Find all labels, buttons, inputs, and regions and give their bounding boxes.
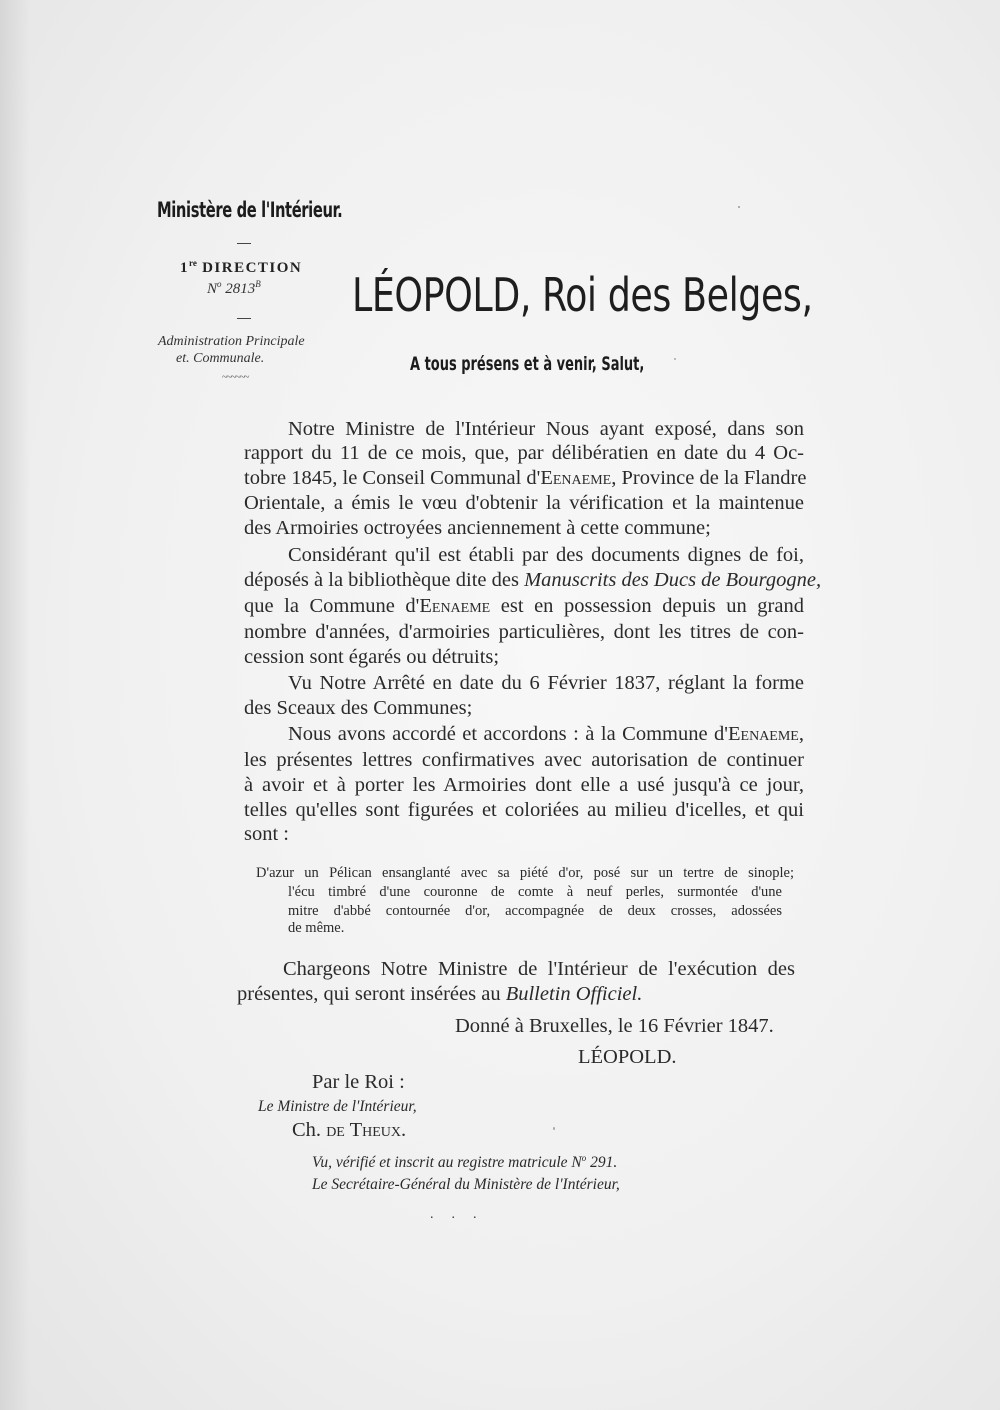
commune-name: Eenaeme (728, 723, 799, 745)
king-signature: LÉOPOLD. (578, 1046, 677, 1068)
body-text: , (798, 723, 804, 745)
page-edge-shadow (0, 0, 30, 1410)
manuscripts-title: Manuscrits des Ducs de Bourgogne, (524, 569, 822, 591)
registry-text: Vu, vérifié et inscrit au registre matricule N (312, 1154, 582, 1172)
numero-value: 2813 (221, 281, 256, 297)
ministry-heading: Ministère de l'Intérieur. (157, 198, 343, 222)
administration-line-1: Administration Principale (158, 334, 305, 349)
body-line (237, 982, 797, 1006)
king-title: LÉOPOLD, Roi des Belges, (352, 268, 813, 322)
body-text: que la Commune d' (244, 595, 420, 617)
arms-description-line: D'azur un Pélican ensanglanté avec sa piété d'or, posé sur un tertre de sinople; (256, 865, 794, 881)
direction-ordinal: re (189, 258, 197, 268)
body-line: Considérant qu'il est établi par des documents dignes de foi, (288, 544, 804, 566)
body-line: des Armoiries octroyées anciennement à cette commune; (244, 517, 711, 539)
body-line: des Sceaux des Communes; (244, 697, 473, 719)
salutation: A tous présens et à venir, Salut, (410, 353, 645, 375)
commune-name: Eenaeme (540, 467, 612, 489)
commune-name: Eenaeme (419, 595, 491, 617)
paper-speck (738, 206, 740, 208)
body-line: Notre Ministre de l'Intérieur Nous ayant exposé, dans son (288, 418, 804, 440)
body-line: Orientale, a émis le vœu d'obtenir la vérification et la maintenue (244, 492, 804, 514)
body-text: présentes, qui seront insérées au (237, 983, 506, 1005)
body-text: Nous avons accordé et accordons : à la Commune d' (288, 723, 729, 745)
minister-initial: Ch. (292, 1119, 322, 1141)
minister-surname: Theux. (349, 1119, 407, 1141)
body-line: telles qu'elles sont figurées et coloriées au milieu d'icelles, et qui (244, 799, 804, 821)
body-line: Vu Notre Arrêté en date du 6 Février 1837, réglant la forme (288, 672, 804, 694)
body-text: déposés à la bibliothèque dite des (244, 569, 525, 591)
body-line: nombre d'années, d'armoiries particulières, dont les titres de con- (244, 621, 804, 643)
body-line (244, 594, 804, 618)
arms-description-line: mitre d'abbé contournée d'or, accompagnée de deux crosses, adossées (288, 903, 782, 919)
body-line: sont : (244, 823, 289, 845)
direction-text: DIRECTION (196, 260, 303, 276)
header-divider (237, 243, 251, 244)
body-line (244, 568, 822, 592)
given-at-line: Donné à Bruxelles, le 16 Février 1847. (455, 1015, 774, 1037)
minister-title: Le Ministre de l'Intérieur, (258, 1098, 417, 1115)
body-line: à avoir et à porter les Armoiries dont elle a usé jusqu'à ce jour, (244, 774, 804, 796)
body-line: Chargeons Notre Ministre de l'Intérieur de l'exécution des (283, 958, 795, 980)
arms-description-line: l'écu timbré d'une couronne de comte à neuf perles, surmontée d'une (288, 884, 782, 900)
header-divider-2 (237, 318, 251, 319)
numero-prefix: N (207, 281, 218, 297)
minister-particle: de (321, 1119, 350, 1141)
body-text: , Province de la Flandre (611, 467, 807, 489)
minister-name (292, 1119, 406, 1142)
arms-description-line: de même. (288, 920, 345, 936)
body-text: est en possession depuis un grand (490, 595, 804, 617)
registry-line (312, 1153, 617, 1172)
body-line: cession sont égarés ou détruits; (244, 646, 500, 668)
registry-number: 291. (586, 1154, 618, 1172)
file-number (207, 279, 261, 298)
paper-speck (674, 358, 676, 360)
bulletin-title: Bulletin Officiel. (505, 983, 643, 1005)
administration-line-2: et. Communale. (176, 351, 265, 366)
body-line (244, 466, 807, 490)
secretary-line: Le Secrétaire-Général du Ministère de l'Intérieur, (312, 1176, 620, 1193)
paper-speck (553, 1127, 555, 1130)
direction-number: 1 (180, 260, 189, 276)
registry-o: o (581, 1153, 587, 1163)
ornament-squiggle: ~~~~~~ (222, 372, 249, 383)
par-le-roi: Par le Roi : (312, 1071, 405, 1093)
body-line: rapport du 11 de ce mois, que, par délibératien en date du 4 Oc- (244, 442, 804, 464)
body-line: les présentes lettres confirmatives avec autorisation de continuer (244, 749, 804, 771)
body-line (288, 722, 804, 746)
ellipsis-dots: ... (430, 1207, 495, 1222)
body-text: tobre 1845, le Conseil Communal d' (244, 467, 541, 489)
numero-suffix: B (255, 279, 261, 289)
direction-label (180, 258, 302, 277)
numero-o: o (217, 279, 222, 289)
